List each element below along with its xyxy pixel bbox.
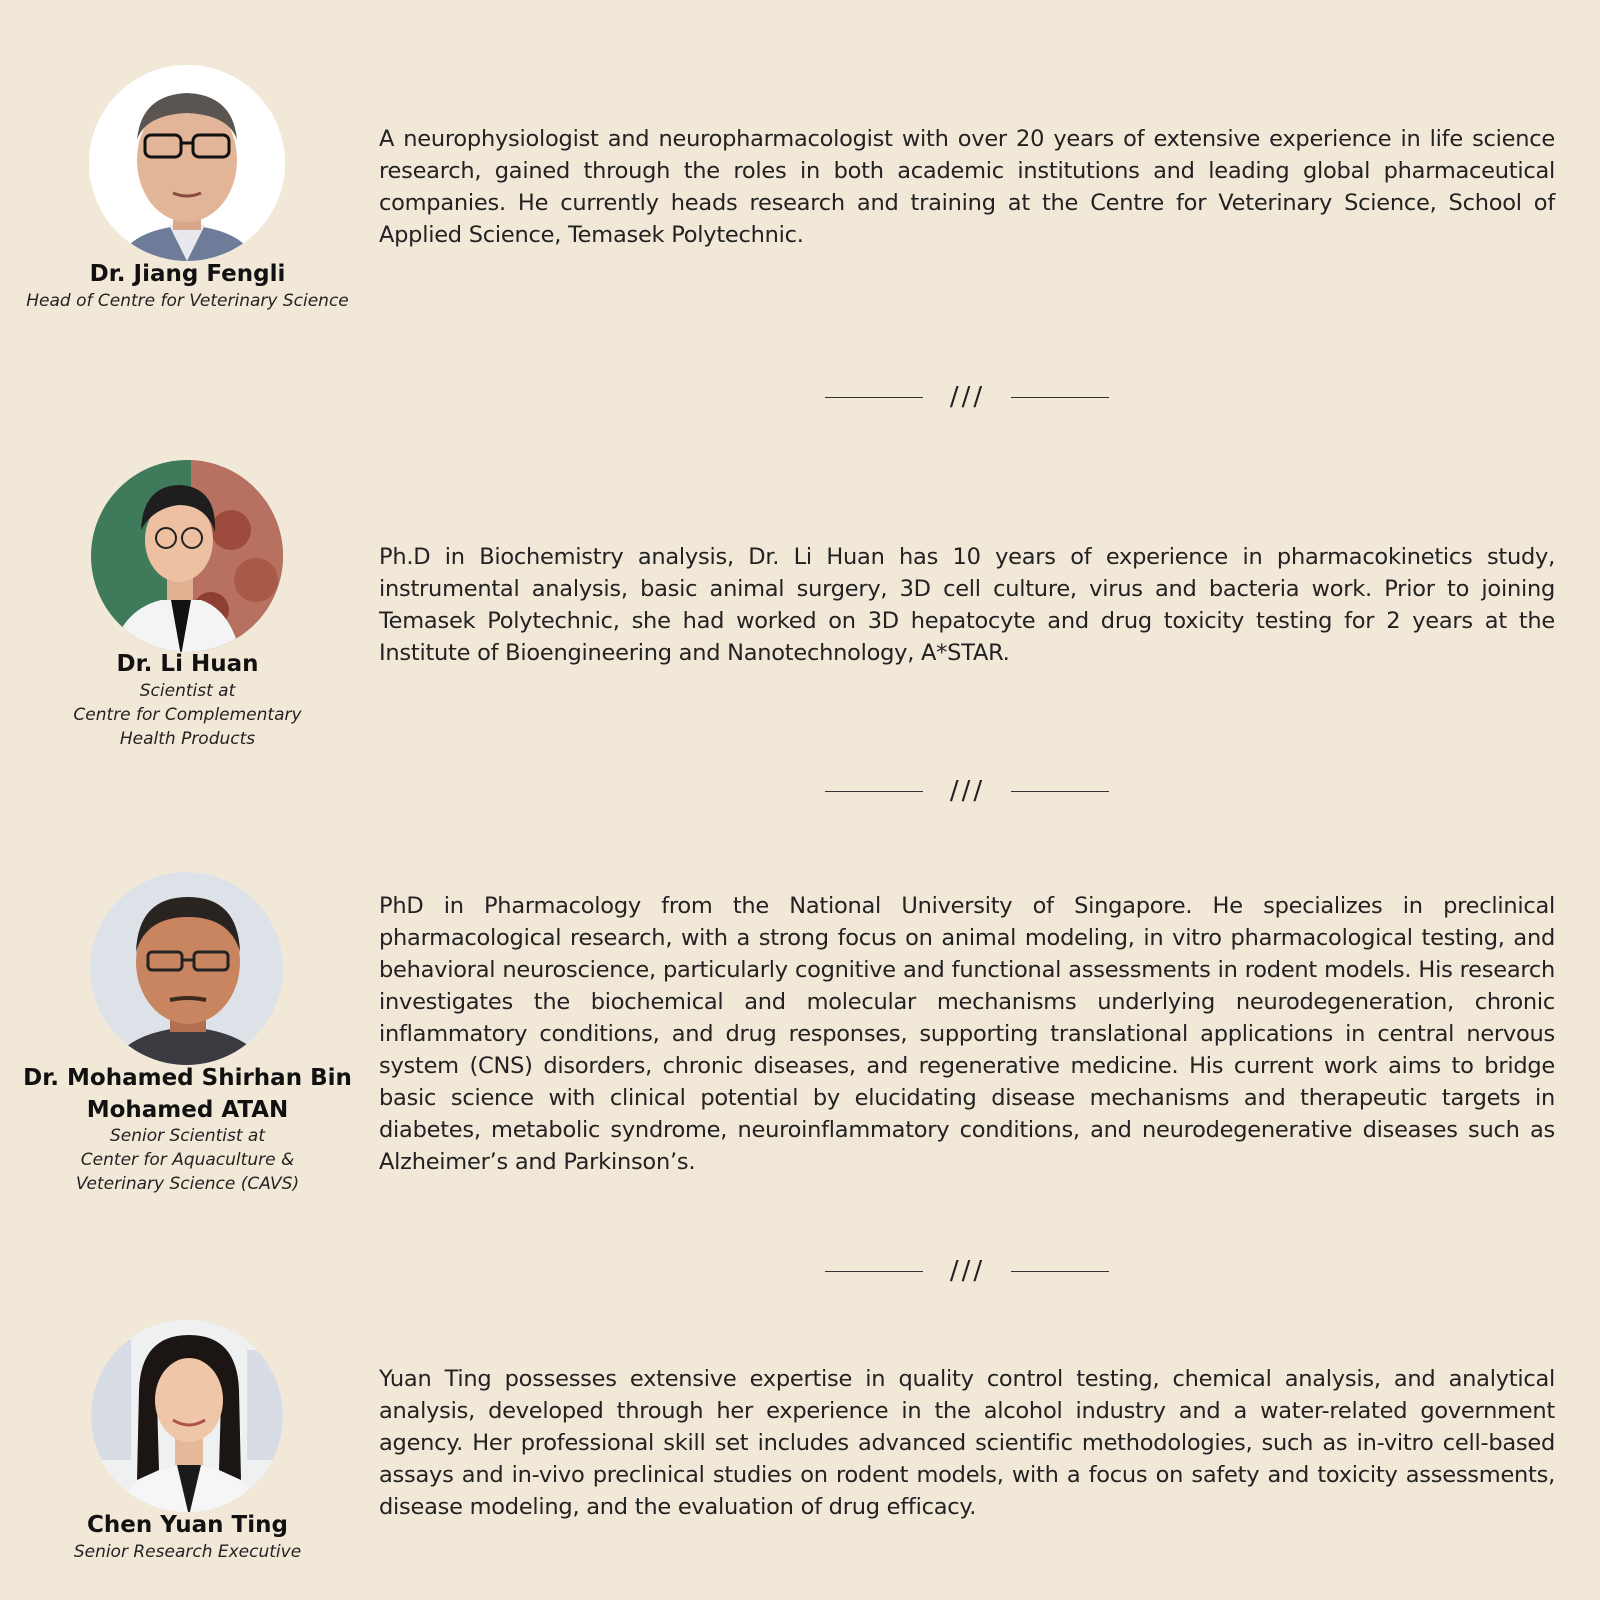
divider-mark: /// [949,1256,986,1286]
profile-bio: A neurophysiologist and neuropharmacologist with over 20 years of extensive experience in life science research, gained through the roles in both academic institutions and leading global pharmaceutical companies. He currently heads research and training at the Centre for Veterinary Science, School of Applied Science, Temasek Polytechnic. [379,126,1555,248]
role-line: Senior Scientist at [109,1126,266,1146]
portrait-image [90,872,283,1065]
profile-role [20,1124,355,1196]
profile-role [20,679,355,751]
role-line: Centre for Complementary [73,705,302,725]
profile-name: Dr. Mohamed Shirhan Bin Mohamed ATAN [23,1065,352,1123]
profile-role [20,1540,355,1564]
divider-mark: /// [949,776,986,806]
role-line: Center for Aquaculture & [80,1150,295,1170]
portrait-image [91,460,283,652]
section-divider [825,382,1110,412]
profile-name: Dr. Jiang Fengli [89,261,286,287]
divider-line [825,791,923,792]
divider-line [825,1271,923,1272]
divider-line [1011,791,1109,792]
role-line: Scientist at [139,681,236,701]
profile-bio: Yuan Ting possesses extensive expertise in quality control testing, chemical analysis, and analytical analysis, developed through her experience in the alcohol industry and a water-related government agency. Her professional skill set includes advanced scientific methodologies, such as in-vitro cell-based assays and in-vivo preclinical studies on rodent models, with a focus on safety and toxicity assessments, disease modeling, and the evaluation of drug efficacy. [379,1366,1555,1520]
role-line: Veterinary Science (CAVS) [75,1174,300,1194]
role-line: Senior Research Executive [73,1542,302,1562]
divider-line [825,397,923,398]
avatar-photo [89,65,285,261]
section-divider [825,776,1110,806]
profile-bio: Ph.D in Biochemistry analysis, Dr. Li Huan has 10 years of experience in pharmacokinetics study, instrumental analysis, basic animal surgery, 3D cell culture, virus and bacteria work. Prior to joining Temasek Polytechnic, she had worked on 3D hepatocyte and drug toxicity testing for 2 years at the Institute of Bioengineering and Nanotechnology, A*STAR. [379,544,1555,666]
section-divider [825,1256,1110,1286]
profile-role [20,289,355,313]
role-line: Head of Centre for Veterinary Science [26,291,349,311]
avatar-photo [90,872,283,1065]
portrait-image [91,1320,283,1512]
role-line: Health Products [119,729,256,749]
avatar-photo [91,1320,283,1512]
profile-name: Chen Yuan Ting [87,1512,288,1538]
profile-bio: PhD in Pharmacology from the National University of Singapore. He specializes in preclinical pharmacological research, with a strong focus on animal modeling, in vitro pharmacological testing, and behavioral neuroscience, particularly cognitive and functional assessments in rodent models. His research investigates the biochemical and molecular mechanisms underlying neurodegeneration, chronic inflammatory conditions, and drug responses, supporting translational applications in central nervous system (CNS) disorders, chronic diseases, and regenerative medicine. His current work aims to bridge basic science with clinical potential by elucidating disease mechanisms and therapeutic targets in diabetes, metabolic syndrome, neuroinflammatory conditions, and neurodegenerative diseases such as Alzheimer’s and Parkinson’s. [379,893,1555,1175]
profile-name: Dr. Li Huan [116,651,259,677]
divider-line [1011,1271,1109,1272]
avatar-photo [91,460,283,652]
divider-mark: /// [949,382,986,412]
portrait-image [89,65,285,261]
divider-line [1011,397,1109,398]
